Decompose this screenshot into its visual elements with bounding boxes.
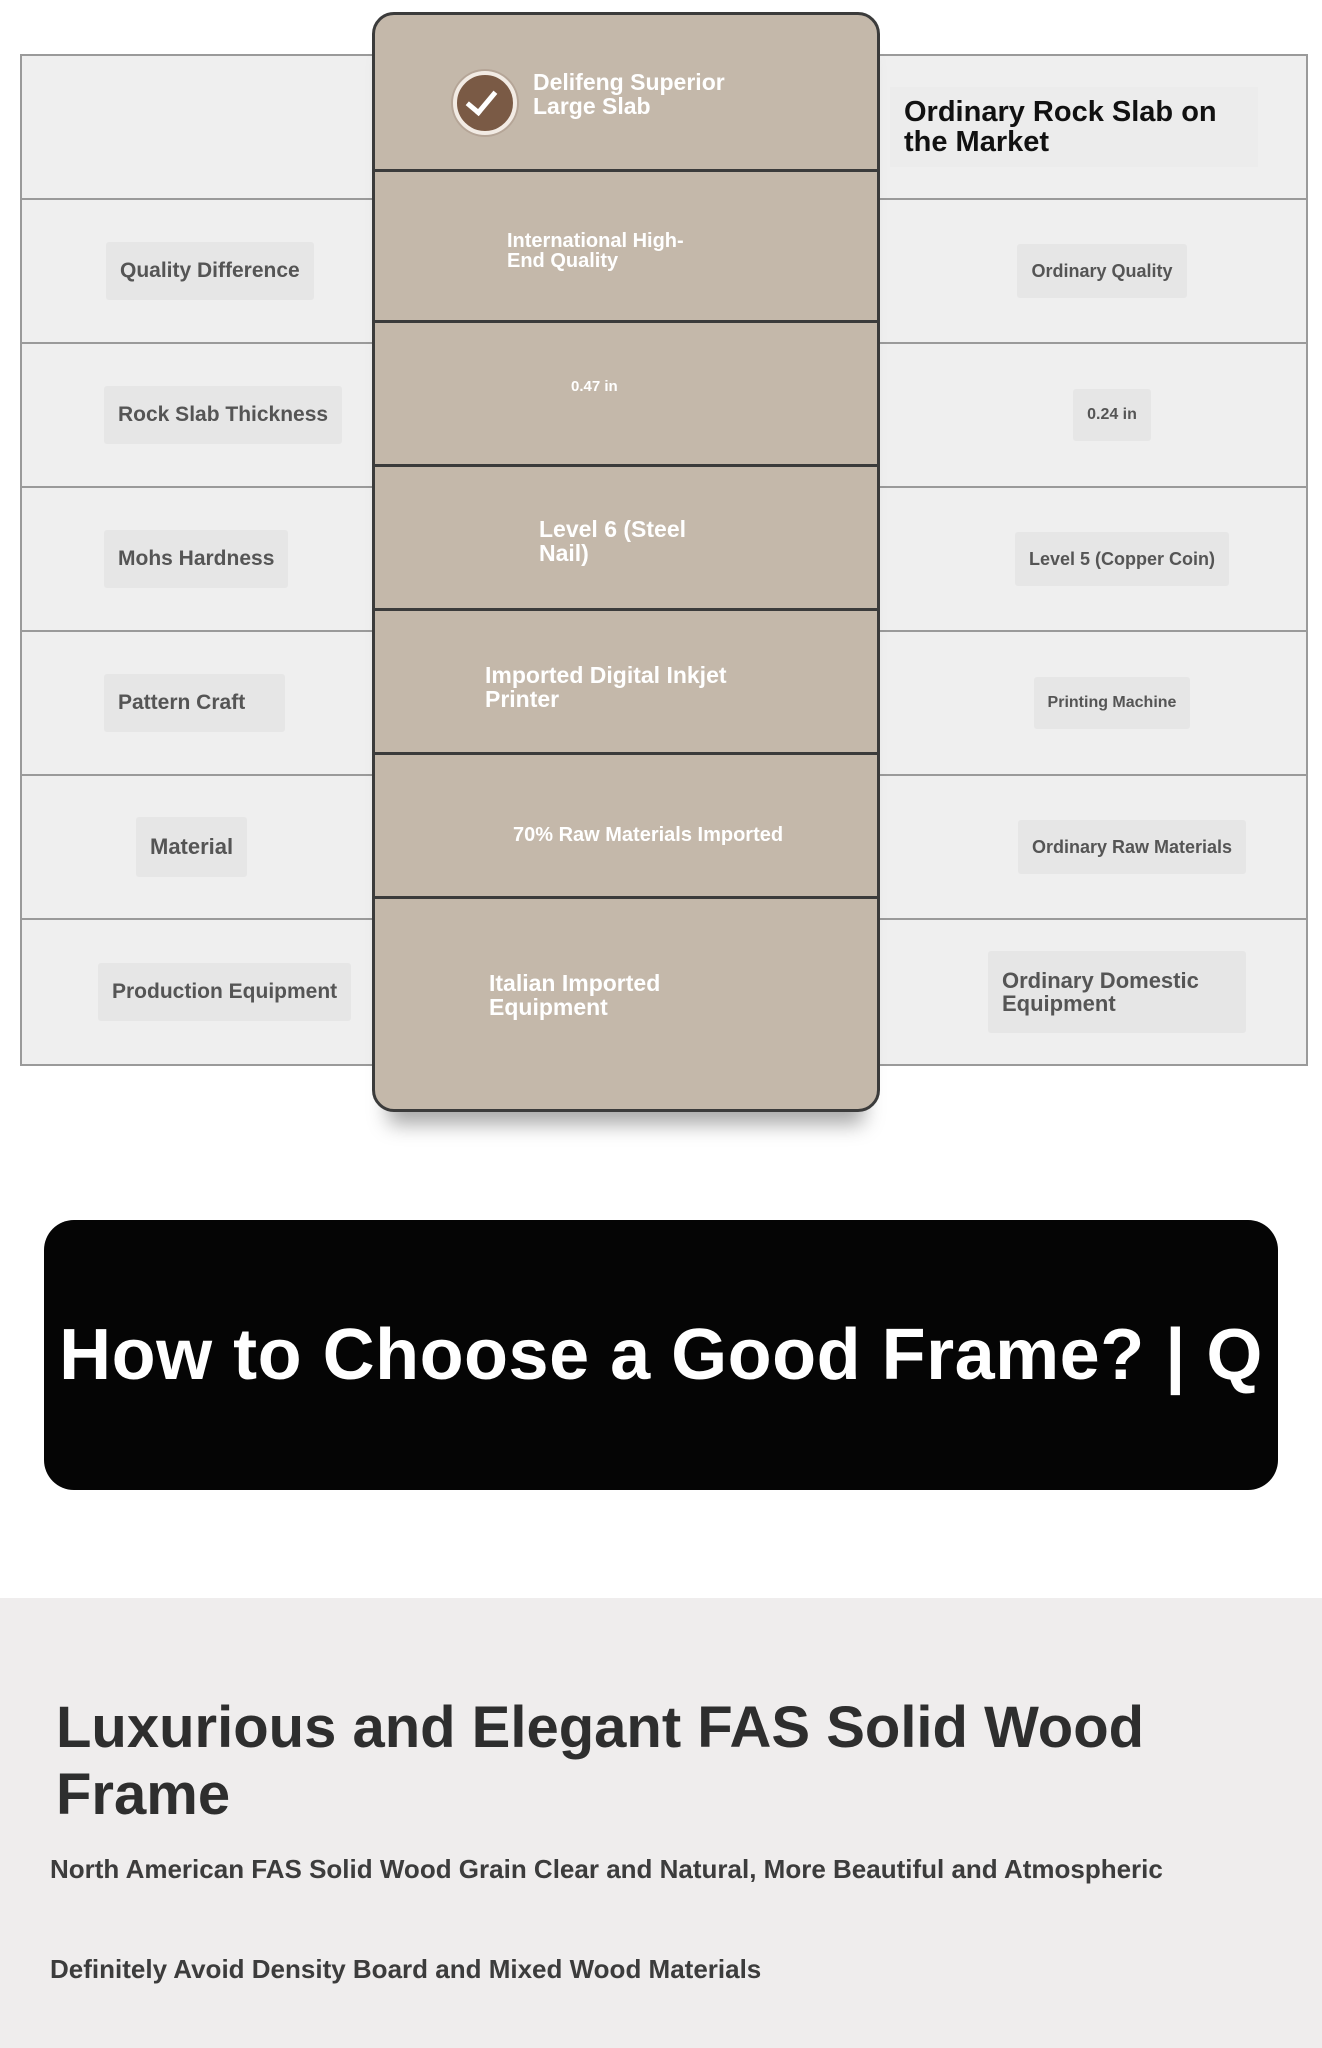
premium-value: Imported Digital Inkjet Printer xyxy=(485,662,727,713)
row-label: Quality Difference xyxy=(106,242,314,300)
premium-cell xyxy=(375,611,877,755)
ordinary-value: Ordinary Quality xyxy=(1017,244,1186,299)
premium-column xyxy=(372,12,880,1112)
ordinary-value: Ordinary Domestic Equipment xyxy=(988,951,1246,1033)
row-label: Pattern Craft xyxy=(104,674,285,732)
premium-header-cell xyxy=(375,15,877,172)
row-label: Rock Slab Thickness xyxy=(104,386,342,444)
frame-section xyxy=(0,1598,1322,2048)
ordinary-header: Ordinary Rock Slab on the Market xyxy=(890,87,1258,168)
premium-header: Delifeng Superior Large Slab xyxy=(533,69,725,120)
ordinary-value: 0.24 in xyxy=(1073,389,1151,442)
section-line-1: North American FAS Solid Wood Grain Clear and Natural, More Beautiful and Atmospheric xyxy=(50,1854,1163,1884)
ordinary-value: Level 5 (Copper Coin) xyxy=(1015,532,1229,587)
row-label: Production Equipment xyxy=(98,963,351,1021)
section-banner xyxy=(44,1220,1278,1490)
check-circle-icon xyxy=(453,71,517,135)
section-line-2: Definitely Avoid Density Board and Mixed Wood Materials xyxy=(50,1954,762,1984)
premium-cell xyxy=(375,755,877,899)
premium-cell xyxy=(375,172,877,323)
premium-cell xyxy=(375,467,877,611)
premium-cell xyxy=(375,899,877,1112)
section-title: Luxurious and Elegant FAS Solid Wood Frame xyxy=(56,1695,1145,1827)
ordinary-value: Ordinary Raw Materials xyxy=(1018,820,1246,875)
row-label: Mohs Hardness xyxy=(104,530,288,588)
premium-value: International High-End Quality xyxy=(507,230,684,272)
ordinary-value: Printing Machine xyxy=(1034,677,1191,730)
premium-value: Level 6 (Steel Nail) xyxy=(539,516,687,567)
premium-value: 70% Raw Materials Imported xyxy=(513,824,784,846)
banner-title: How to Choose a Good Frame? | Q xyxy=(59,1315,1263,1395)
premium-value: Italian Imported Equipment xyxy=(489,970,661,1021)
row-label: Material xyxy=(136,817,247,876)
premium-cell xyxy=(375,323,877,467)
premium-value: 0.47 in xyxy=(571,378,618,395)
